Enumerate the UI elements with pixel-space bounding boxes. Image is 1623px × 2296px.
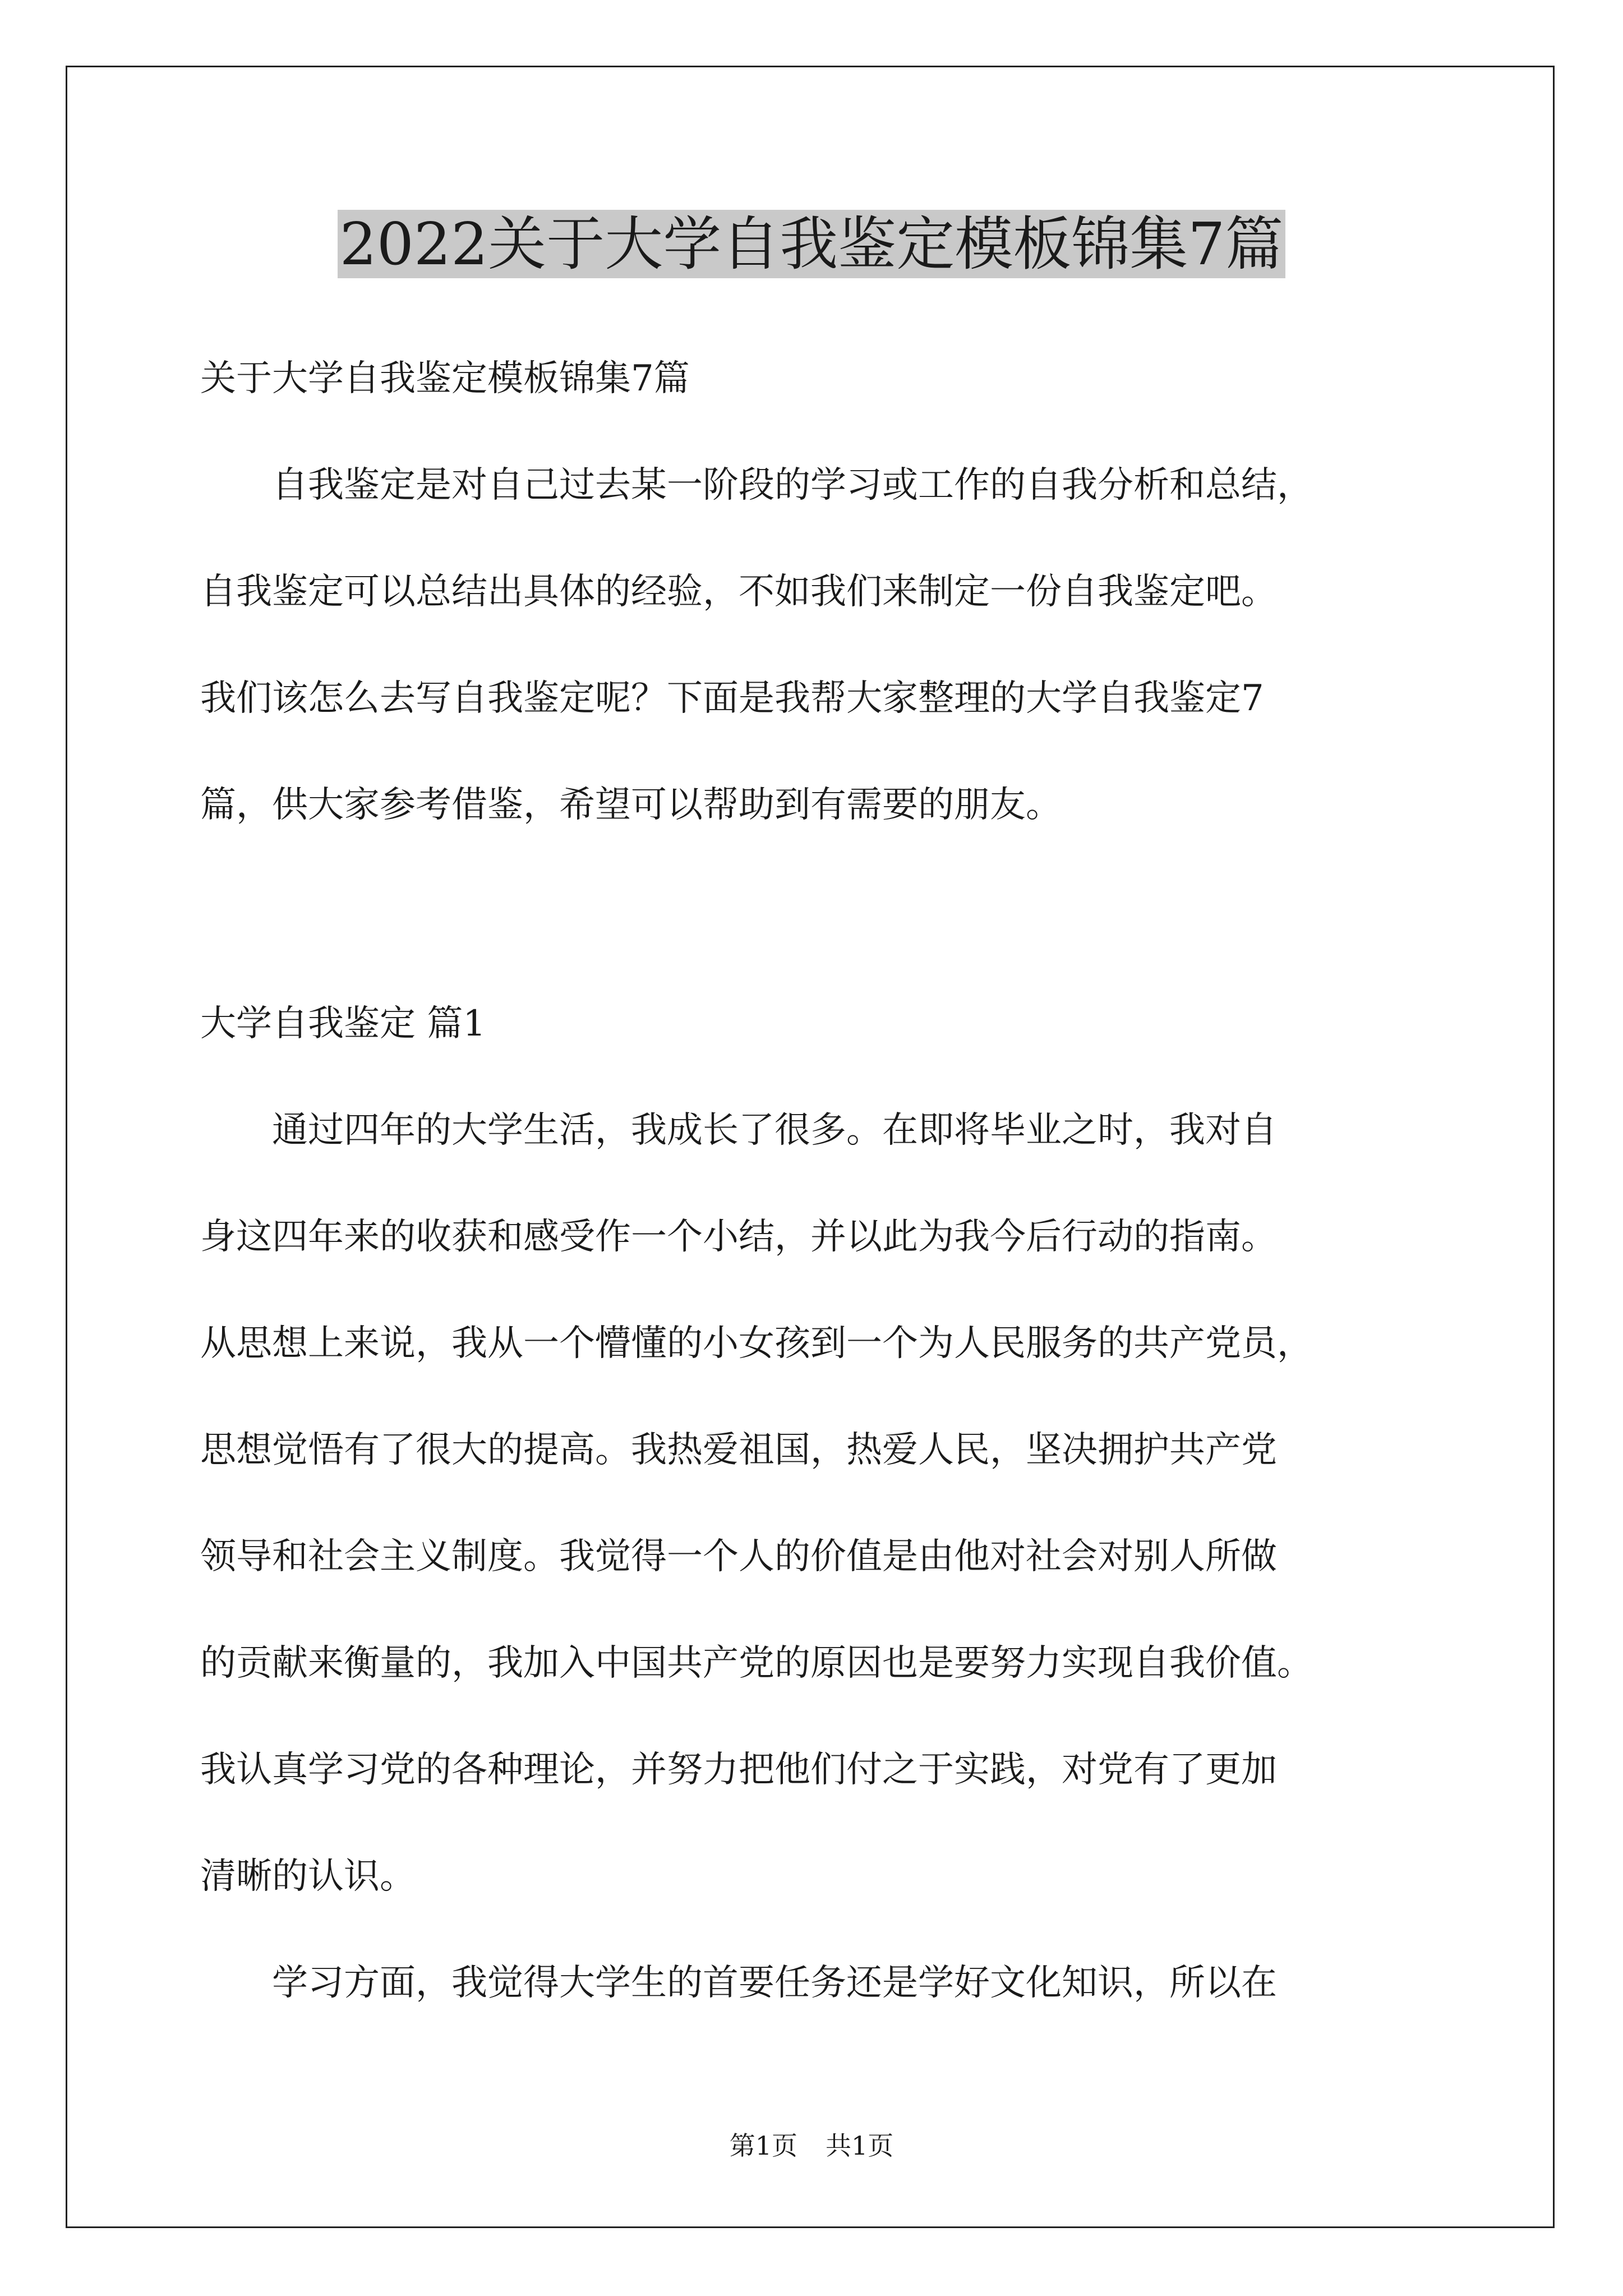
page-number: 第1页 xyxy=(729,2131,797,2161)
intro-line: 篇，供大家参考借鉴，希望可以帮助到有需要的朋友。 xyxy=(200,784,1062,826)
intro-line: 我们该怎么去写自我鉴定呢？下面是我帮大家整理的大学自我鉴定7 xyxy=(200,678,1264,719)
body-line: 思想觉悟有了很大的提高。我热爱祖国，热爱人民，坚决拥护共产党 xyxy=(200,1429,1277,1471)
section-heading: 大学自我鉴定 篇1 xyxy=(200,1003,486,1045)
document-subtitle: 关于大学自我鉴定模板锦集7篇 xyxy=(200,358,690,399)
body-line: 身这四年来的收获和感受作一个小结，并以此为我今后行动的指南。 xyxy=(200,1216,1277,1258)
page-footer xyxy=(0,2129,1623,2162)
body-line: 从思想上来说，我从一个懵懂的小女孩到一个为人民服务的共产党员， xyxy=(200,1323,1313,1364)
body-line: 的贡献来衡量的，我加入中国共产党的原因也是要努力实现自我价值。 xyxy=(200,1642,1313,1684)
body-line: 通过四年的大学生活，我成长了很多。在即将毕业之时，我对自 xyxy=(200,1110,1277,1151)
intro-line: 自我鉴定可以总结出具体的经验，不如我们来制定一份自我鉴定吧。 xyxy=(200,571,1277,613)
intro-line: 自我鉴定是对自己过去某一阶段的学习或工作的自我分析和总结， xyxy=(200,464,1313,506)
body-line: 学习方面，我觉得大学生的首要任务还是学好文化知识，所以在 xyxy=(200,1962,1277,2004)
body-line: 清晰的认识。 xyxy=(200,1856,416,1897)
document-title xyxy=(0,202,1623,286)
body-line: 我认真学习党的各种理论，并努力把他们付之于实践，对党有了更加 xyxy=(200,1749,1277,1791)
page-total: 共1页 xyxy=(826,2131,894,2161)
body-line: 领导和社会主义制度。我觉得一个人的价值是由他对社会对别人所做 xyxy=(200,1536,1277,1577)
document-title-text: 2022关于大学自我鉴定模板锦集7篇 xyxy=(338,210,1286,278)
